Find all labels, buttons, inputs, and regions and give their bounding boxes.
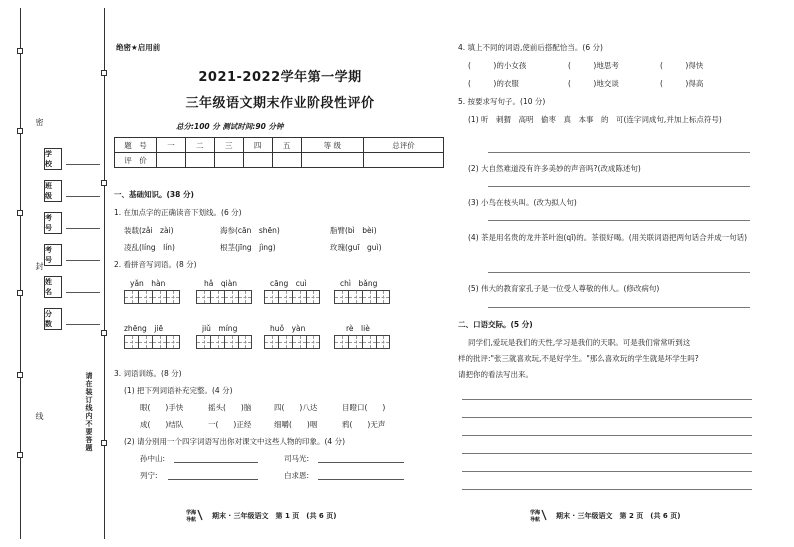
pinyin-label: cāng cuì (270, 279, 307, 288)
score-cell: 五 (272, 138, 301, 153)
score-cell[interactable] (157, 153, 186, 168)
score-cell[interactable] (185, 153, 214, 168)
page-footer: 期末 · 三年级语文 第 2 页 (共 6 页) (556, 512, 681, 520)
binding-mark (17, 210, 23, 216)
score-cell: 二 (185, 138, 214, 153)
writing-grid[interactable] (334, 290, 390, 304)
idiom-item: 成( )结队 (140, 420, 184, 429)
person-label: 列宁: (140, 471, 158, 480)
section2-text: 样的批评:"张三就喜欢玩,不是好学生。"那么喜欢玩的学生就是坏学生吗? (458, 354, 699, 363)
binding-field-label: 分 数 (44, 308, 62, 330)
q2-prompt: 2. 看拼音写词语。(8 分) (114, 260, 197, 269)
pinyin-label: rè liè (346, 324, 370, 333)
q4-item: ( )地交谈 (568, 79, 619, 88)
answer-line[interactable] (488, 272, 750, 273)
publisher-logo (530, 508, 550, 522)
binding-field-score (44, 308, 100, 330)
binding-mark (17, 128, 23, 134)
answer-line[interactable] (318, 470, 404, 480)
pinyin-label: jiǔ míng (202, 324, 238, 333)
writing-grid[interactable] (196, 335, 252, 349)
q5-item: (2) 大自然难道没有许多美妙的声音吗?(改成陈述句) (468, 164, 641, 173)
person-label: 孙中山: (140, 454, 166, 463)
binding-field-label: 姓 名 (44, 276, 62, 298)
section1-heading: 一、基础知识。(38 分) (114, 190, 194, 199)
answer-line[interactable] (462, 417, 752, 418)
q1-item: 装载(zǎi zài) (124, 226, 174, 235)
answer-line[interactable] (318, 453, 404, 463)
person-label: 白求恩: (284, 471, 310, 480)
seal-char: 线 (35, 412, 44, 422)
answer-line[interactable] (462, 471, 752, 472)
q1-item: 玫瑰(guī guì) (330, 243, 382, 252)
q4-prompt: 4. 填上不同的词语,使前后搭配恰当。(6 分) (458, 43, 603, 52)
pinyin-label: huǒ yàn (270, 324, 306, 333)
binding-field-label: 学 校 (44, 148, 62, 170)
q4-item: ( )的小女孩 (468, 61, 527, 70)
seal-char: 封 (35, 262, 44, 272)
q1-item: 凌乱(líng lín) (124, 243, 175, 252)
answer-line[interactable] (174, 453, 258, 463)
binding-field-class (44, 180, 100, 202)
binding-line-outer (20, 8, 21, 539)
binding-field-name (44, 276, 100, 298)
score-cell[interactable] (272, 153, 301, 168)
answer-line[interactable] (462, 435, 752, 436)
idiom-item: 一( )正经 (208, 420, 252, 429)
q1-prompt: 1. 在加点字的正确读音下划线。(6 分) (114, 208, 242, 217)
binding-mark (101, 70, 107, 76)
idiom-item: 目瞪口( ) (342, 403, 386, 412)
binding-field-school (44, 148, 100, 170)
binding-note: 请在装订线内不要答题 (85, 372, 93, 452)
writing-grid[interactable] (124, 335, 180, 349)
binding-field-label: 班 级 (44, 180, 62, 202)
exam-title-subject: 三年级语文期末作业阶段性评价 (185, 96, 375, 111)
answer-line[interactable] (462, 489, 752, 490)
binding-mark (101, 330, 107, 336)
person-label: 司马光: (284, 454, 310, 463)
answer-line[interactable] (488, 307, 750, 308)
svg-text:学海: 学海 (186, 510, 197, 516)
score-cell: 总评价 (364, 138, 444, 153)
binding-line-inner (104, 8, 105, 539)
q4-item: ( )的衣服 (468, 79, 519, 88)
section2-text: 请把你的看法写出来。 (458, 370, 533, 379)
q4-item: ( )地思考 (568, 61, 619, 70)
idiom-item: 摇头( )脑 (208, 403, 252, 412)
confidential-note: 绝密★启用前 (116, 43, 161, 52)
idiom-item: 细嚼( )咽 (274, 420, 318, 429)
score-table (114, 137, 444, 168)
score-table-value-row (115, 153, 444, 168)
q5-item: (1) 听 刺猬 高明 偷枣 真 本事 的 可(连字词成句,并加上标点符号) (468, 115, 722, 124)
idiom-item: 鸦( )无声 (342, 420, 386, 429)
svg-text:学海: 学海 (530, 510, 541, 516)
pinyin-label: zhēng jiē (124, 324, 164, 333)
binding-mark (17, 372, 23, 378)
writing-grid[interactable] (334, 335, 390, 349)
binding-field-id (44, 244, 100, 266)
pinyin-label: yǎn hàn (130, 279, 166, 288)
score-cell: 四 (243, 138, 272, 153)
binding-mark (101, 180, 107, 186)
score-cell[interactable] (301, 153, 364, 168)
binding-field-label: 考 号 (44, 212, 62, 234)
q4-item: ( )得快 (660, 61, 704, 70)
exam-title-term: 2021-2022学年第一学期 (198, 70, 362, 85)
writing-grid[interactable] (264, 335, 320, 349)
binding-mark (17, 48, 23, 54)
binding-mark (17, 290, 23, 296)
answer-line[interactable] (462, 453, 752, 454)
answer-line[interactable] (488, 152, 750, 153)
answer-line[interactable] (488, 186, 750, 187)
answer-line[interactable] (488, 220, 750, 221)
score-table-header-row (115, 138, 444, 153)
score-cell: 一 (157, 138, 186, 153)
score-cell: 等 级 (301, 138, 364, 153)
score-cell[interactable] (364, 153, 444, 168)
binding-mark (101, 440, 107, 446)
answer-line[interactable] (168, 470, 258, 480)
q5-item: (5) 伟大的教育家孔子是一位受人尊敬的伟人。(修改病句) (468, 284, 660, 293)
writing-grid[interactable] (196, 290, 252, 304)
publisher-logo (186, 508, 206, 522)
idiom-item: 眼( )手快 (140, 403, 184, 412)
q3-sub2: (2) 请分别用一个四字词语写出你对课文中这些人物的印象。(4 分) (124, 437, 346, 446)
q5-prompt: 5. 按要求写句子。(10 分) (458, 97, 546, 106)
score-cell[interactable] (214, 153, 243, 168)
binding-field-label: 考 号 (44, 244, 62, 266)
q3-prompt: 3. 词语训练。(8 分) (114, 369, 182, 378)
q5-item: (4) 茶是用名贵的龙井茶叶泡(qī)的。茶很好喝。(用关联词语把两句话合并成一句话) (468, 233, 748, 242)
score-cell: 三 (214, 138, 243, 153)
score-cell: 评 价 (115, 153, 157, 168)
section2-text: 同学们,爱玩是我们的天性,学习是我们的天职。可是我们常常听到这 (468, 338, 691, 347)
q1-item: 脂臂(bì bèi) (330, 226, 377, 235)
idiom-item: 四( )八达 (274, 403, 318, 412)
svg-text:导航: 导航 (530, 517, 541, 522)
page-footer: 期末 · 三年级语文 第 1 页 (共 6 页) (212, 512, 337, 520)
seal-char: 密 (35, 118, 44, 128)
exam-meta: 总分:100 分 测试时间:90 分钟 (176, 122, 284, 131)
binding-field-hall (44, 212, 100, 234)
writing-grid[interactable] (124, 290, 180, 304)
q1-item: 根茎(jīng jìng) (220, 243, 276, 252)
pinyin-label: hǎ qiàn (204, 279, 238, 288)
q1-item: 海参(cān shēn) (220, 226, 280, 235)
q4-item: ( )得高 (660, 79, 704, 88)
score-cell: 题 号 (115, 138, 157, 153)
svg-text:导航: 导航 (186, 517, 197, 522)
q3-sub1: (1) 把下列词语补充完整。(4 分) (124, 386, 233, 395)
score-cell[interactable] (243, 153, 272, 168)
answer-line[interactable] (462, 399, 752, 400)
binding-mark (17, 452, 23, 458)
pinyin-label: chì bǎng (340, 279, 378, 288)
section2-heading: 二、口语交际。(5 分) (458, 320, 533, 329)
q5-item: (3) 小鸟在枝头叫。(改为拟人句) (468, 198, 577, 207)
writing-grid[interactable] (264, 290, 320, 304)
